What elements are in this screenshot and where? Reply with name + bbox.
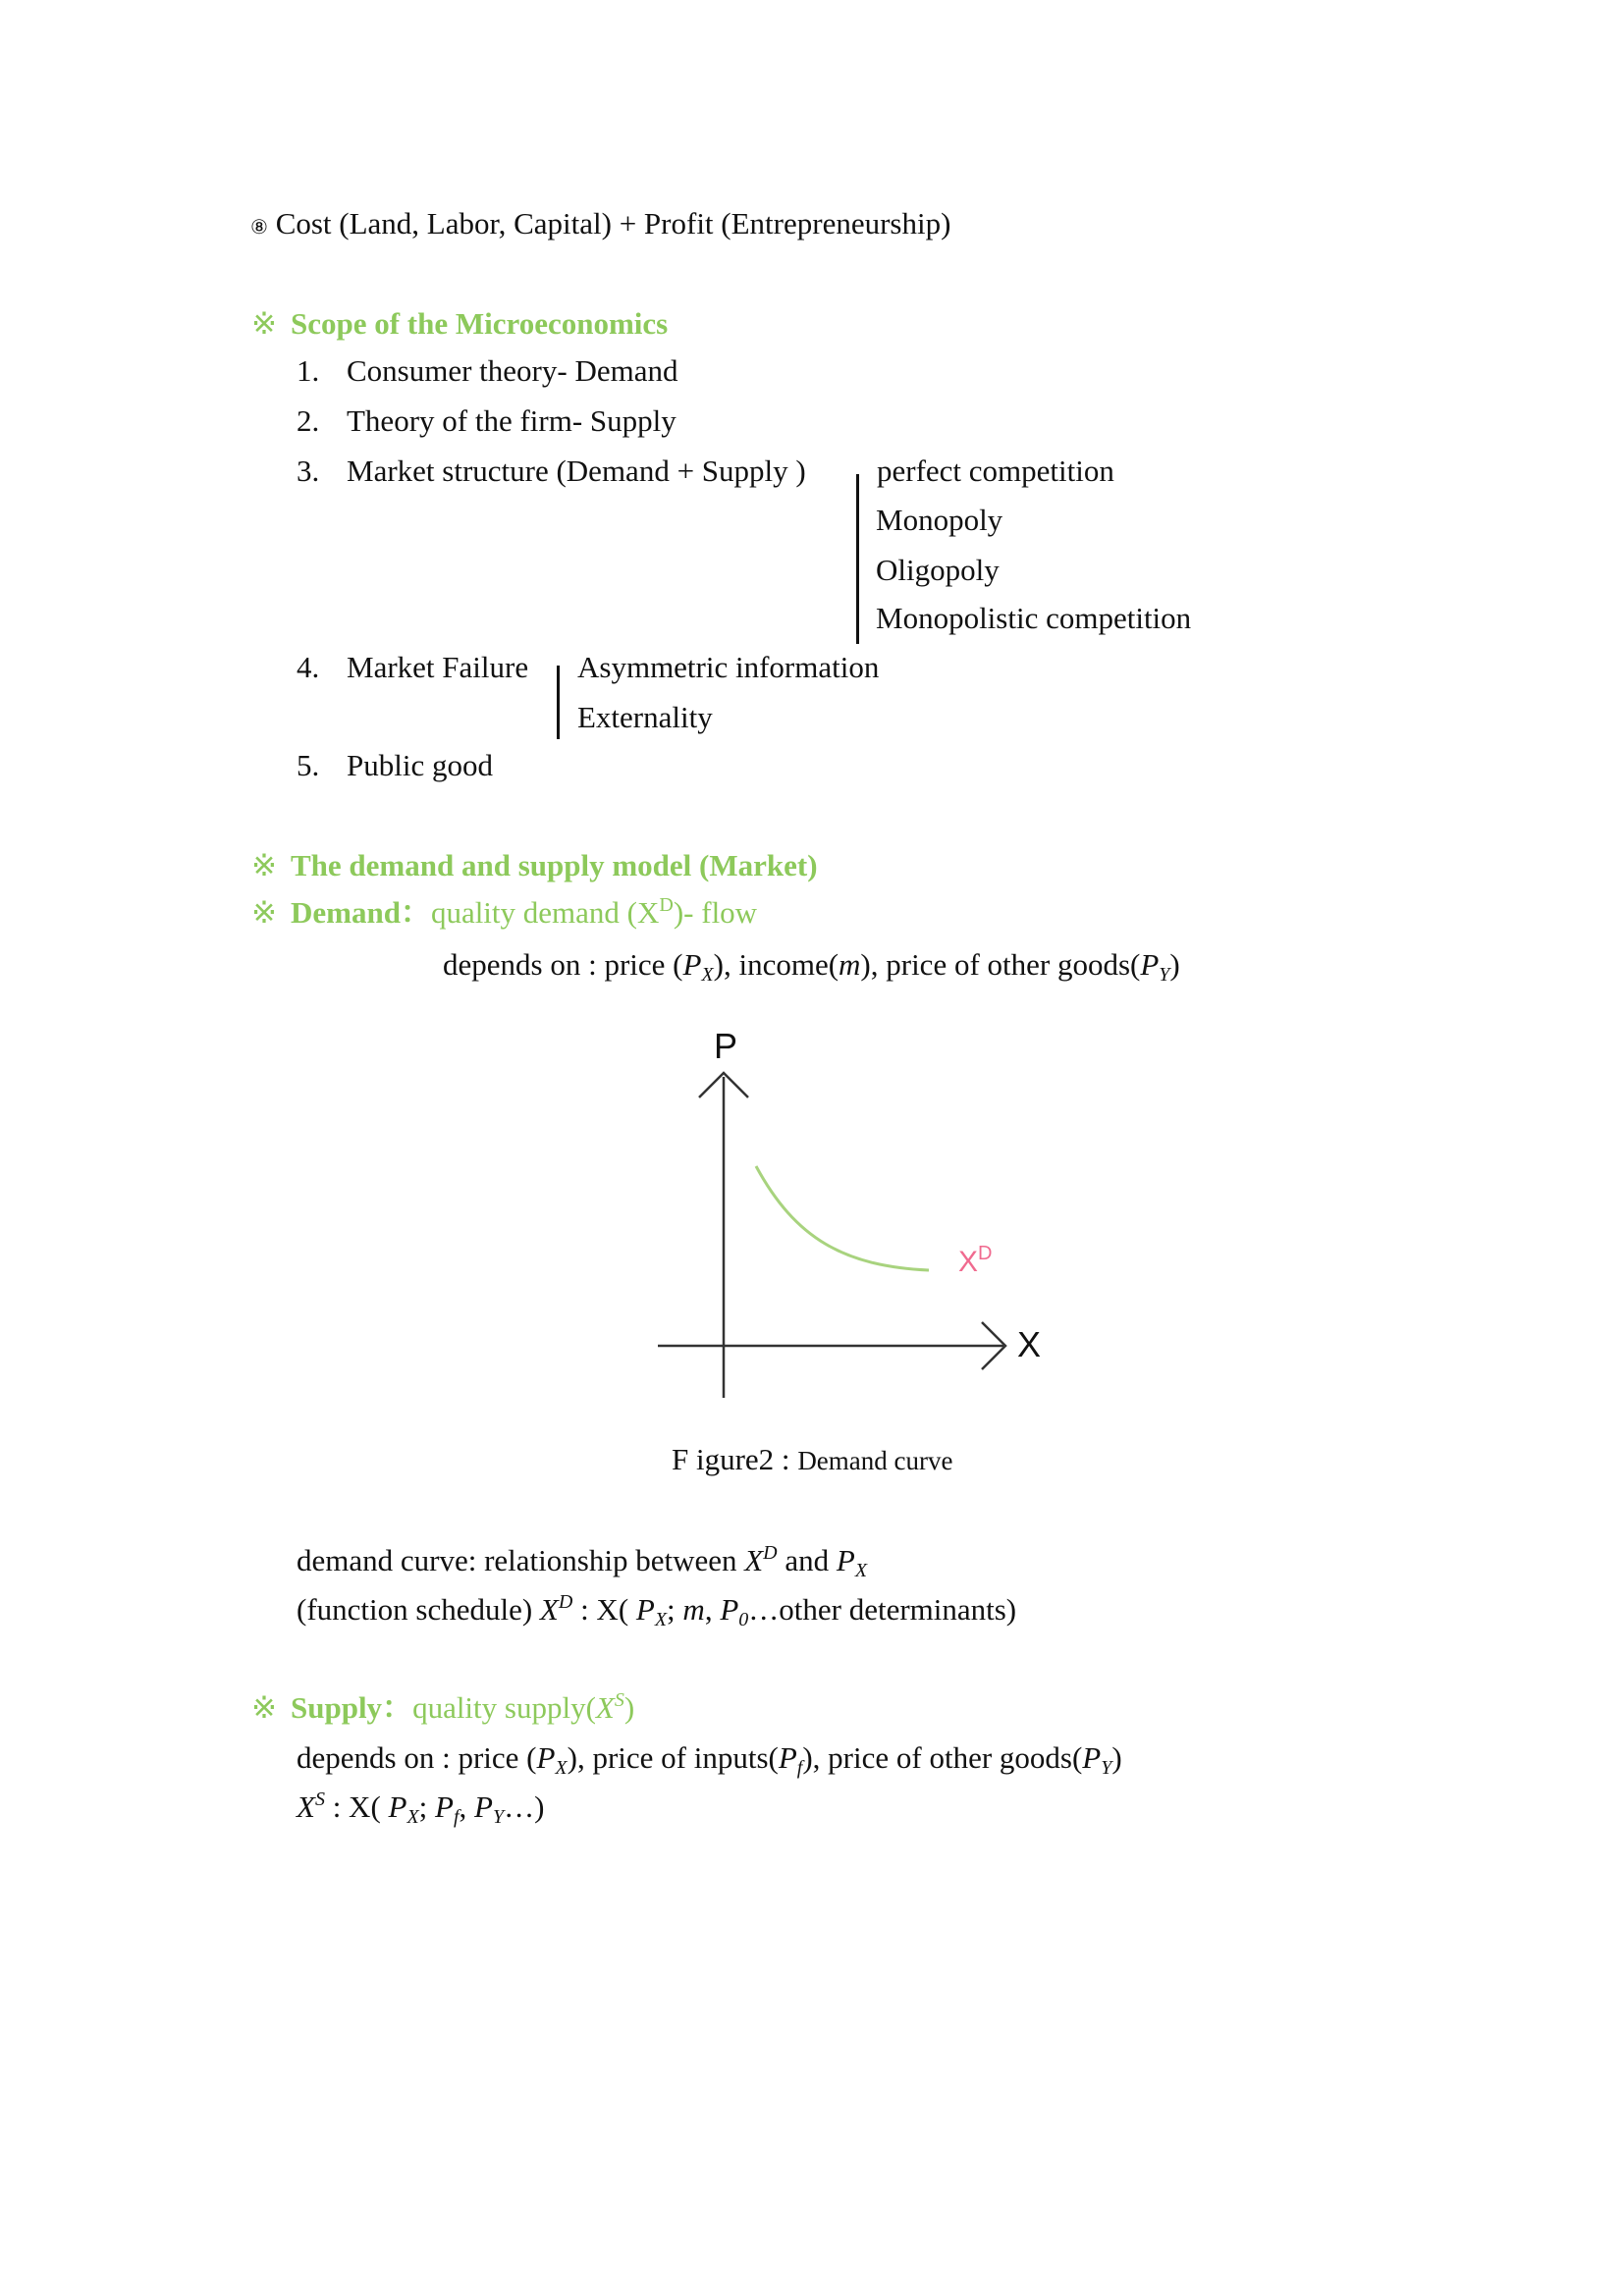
asterisk-icon: ※ [251,895,277,930]
list-item: 1. [297,353,320,388]
list-item-text: Market Failure [347,650,529,684]
market-structure-item: Monopoly [876,503,1003,537]
supply-function: $X^S$ : X( $P_X$; $P_f$, $P_Y\dots$) [297,1789,545,1828]
curve-label: $X^D$ [958,1243,993,1278]
list-item: 5. [297,748,320,782]
demand-depends: depends on : price $(P_X)$, income(m), price of other $goods(P_Y)$ [443,947,1180,986]
supply-depends: depends on : price $(P_X)$, price of $inputs(P_f)$, price of other $goods(P_Y)$ [297,1740,1122,1779]
intro-text: Cost (Land, Labor, Capital) + Profit (Entrepreneurship) [275,206,951,240]
market-structure-item: Monopolistic competition [876,601,1192,635]
demand-heading: ※ Demand：quality demand $(X^D)-$ flow [251,894,758,930]
market-structure-item: Oligopoly [876,553,1000,587]
list-item: 4. [297,650,320,684]
model-heading: ※ The demand and supply model (Market) [251,848,818,882]
x-axis-label: X [1017,1324,1042,1364]
asterisk-icon: ※ [251,1690,277,1725]
scope-heading: ※ Scope of the Microeconomics [251,306,669,341]
list-item-text: Market structure (Demand + Supply ) [347,454,806,488]
list-item: 2. [297,403,320,438]
asterisk-icon: ※ [251,306,277,341]
demand-curve-definition: demand curve: relationship between $X^D$ and $P_X$ [297,1542,868,1581]
market-failure-item: Asymmetric information [577,650,880,684]
y-axis-label: P [714,1026,738,1066]
market-structure-item: perfect competition [877,454,1114,488]
supply-heading: ※ Supply：quality $supply(X^S)$ [251,1689,635,1725]
list-item: 3. [297,454,320,488]
demand-curve [756,1166,929,1270]
figure-caption: F igure2 : Demand curve [672,1442,953,1476]
demand-function: (function schedule) $X^D$ : X( $P_X$; m, $P_0\dots other$ determinants) [297,1591,1017,1630]
list-item-text: Theory of the firm- Supply [347,403,677,438]
intro-bullet: ⑧ [250,217,268,239]
asterisk-icon: ※ [251,848,277,882]
list-item-text: Public good [347,748,493,782]
market-failure-item: Externality [577,700,713,734]
list-item-text: Consumer theory- Demand [347,353,678,388]
